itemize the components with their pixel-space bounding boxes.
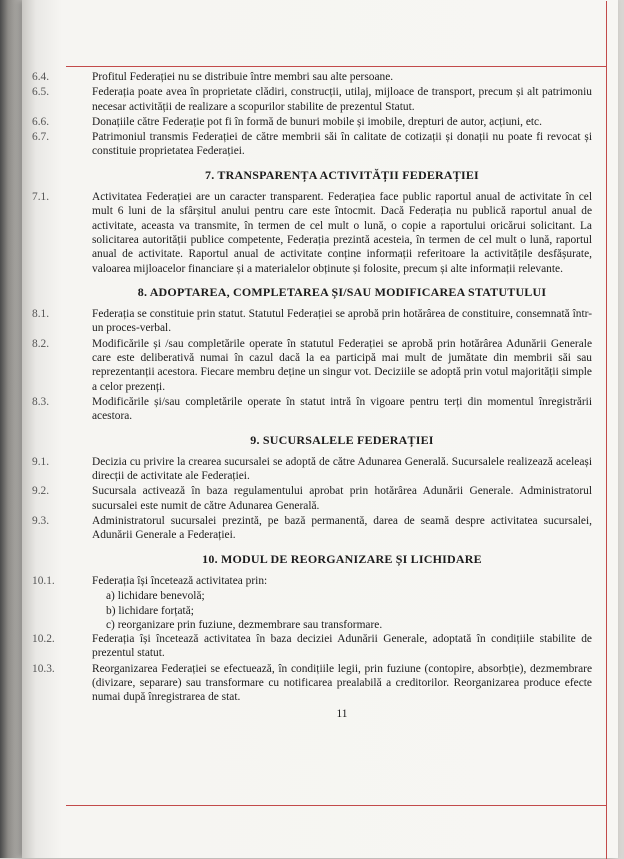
section-heading-9: 9. SUCURSALELE FEDERAȚIEI (250, 432, 434, 447)
page-number: 11 (336, 707, 348, 720)
clause-8-1 (32, 307, 592, 336)
list-item: c) reorganizare prin fuziune, dezmembrare sau transformare. (106, 618, 383, 631)
clause-text: Reorganizarea Federației se efectuează, în condițiile legii, prin fuziune (contopire, absorbție), dezmembrare (divizare, separare) sau transformare cu notificarea prealabilă a creditorilor. Reorganizarea produce efecte numai după înregistrarea de stat. (92, 662, 592, 704)
clause-9-2 (32, 484, 592, 513)
book-spine-shadow (0, 0, 22, 858)
clause-text: Sucursala activează în baza regulamentului aprobat prin hotărârea Adunării Generale. Administratorul sucursalei este numit de către Adunarea Generală. (92, 485, 592, 512)
clause-text: Modificările și/sau completările operate în statut intră în vigoare pentru terți din momentul înregistrării acestora. (92, 395, 592, 423)
clause-9-1 (32, 455, 592, 484)
clause-10-1 (32, 574, 592, 588)
clause-text: Administratorul sucursalei prezintă, pe bază permanentă, darea de seamă despre activitatea sucursalei, Adunării Generale a Federației. (92, 515, 592, 542)
clause-number: 9.1. (32, 455, 50, 468)
clause-text: Donațiile către Federație pot fi în formă de bunuri mobile și imobile, drepturi de autor, acțiuni, etc. (92, 115, 542, 128)
clause-text: Federația își încetează activitatea prin: (92, 574, 268, 587)
clause-text: Federația poate avea în proprietate clădiri, construcții, utilaj, mijloace de transport, precum și alt patrimoniu necesar activității de realizare a scopurilor stabilite de prezentul Statut. (92, 86, 592, 113)
clause-10-3 (32, 662, 592, 705)
clause-number: 10.1. (32, 574, 55, 587)
list-item: a) lichidare benevolă; (106, 590, 205, 603)
clause-text: Patrimoniul transmis Federației de către membrii săi în calitate de cotizații și donații nu poate fi revocat și constituie proprietatea Federației. (92, 131, 592, 158)
clause-number: 9.3. (32, 515, 50, 528)
clause-text: Profitul Federației nu se distribuie între membri sau alte persoane. (92, 71, 394, 83)
list-item: b) lichidare forțată; (106, 604, 194, 617)
clause-text: Activitatea Federației are un caracter transparent. Federațiea face public raportul anual de activitate în cel mult 6 luni de la sfârșitul anului pentru care este întocmit. Dacă Federația nu publică raportul anual de activitate, aceasta va transmite, în termen de cel mult o lună, o copie a raportului oricărui solicitant. La solicitarea autorității publice competente, Federația prezintă acesteia, în termen de cel mult o lună, raportul anual de activitate. Raportul anual de activitate conține informații referitoare la activitățile desfășurate, valoarea mijloacelor financiare și a materialelor obținute și folosite, precum și alte informații relevante. (92, 191, 592, 275)
clause-6-4 (32, 70, 592, 84)
clause-6-6 (32, 115, 592, 129)
clause-number: 7.1. (32, 191, 50, 204)
clause-number: 10.3. (32, 662, 55, 675)
clause-10-2 (32, 632, 592, 661)
clause-number: 6.6. (32, 115, 50, 128)
clause-number: 9.2. (32, 485, 50, 498)
clause-text: Modificările și /sau completările operate în statutul Federației se aprobă prin hotărârea Adunării Generale care este deliberativă numai în cazul dacă la ea participă mai mult de jumătate din membrii săi sau reprezentanții acestora. Fiecare membru deține un singur vot. Deciziile se adoptă prin votul majorității simple a celor prezenți. (92, 337, 592, 393)
section-heading-10: 10. MODUL DE REORGANIZARE ȘI LICHIDARE (202, 551, 482, 566)
document-content (32, 70, 592, 721)
clause-number: 6.7. (32, 131, 50, 144)
section-heading-7: 7. TRANSPARENȚA ACTIVITĂȚII FEDERAȚIEI (205, 167, 479, 182)
clause-6-5 (32, 85, 592, 114)
clause-number: 8.3. (32, 395, 50, 408)
clause-text: Federația se constituie prin statut. Statutul Federației se aprobă prin hotărârea de constituire, consemnată într-un proces-verbal. (92, 308, 592, 335)
clause-8-2 (32, 337, 592, 394)
clause-text: Federația își încetează activitatea în baza deciziei Adunării Generale, adoptată în condițiile stabilite de prezentul statut. (92, 633, 592, 660)
clause-number: 8.2. (32, 337, 50, 350)
clause-6-7 (32, 130, 592, 159)
clause-7-1 (32, 190, 592, 276)
clause-number: 10.2. (32, 633, 55, 646)
clause-text: Decizia cu privire la crearea sucursalei se adoptă de către Adunarea Generală. Sucursalele realizează aceleași direcții de activitate ale Federației. (92, 455, 592, 483)
clause-9-3 (32, 514, 592, 543)
clause-number: 6.5. (32, 86, 50, 99)
clause-number: 8.1. (32, 308, 50, 321)
clause-8-3 (32, 395, 592, 424)
clause-number: 6.4. (32, 71, 50, 83)
section-heading-8: 8. ADOPTAREA, COMPLETAREA ȘI/SAU MODIFICAREA STATUTULUI (137, 284, 547, 299)
